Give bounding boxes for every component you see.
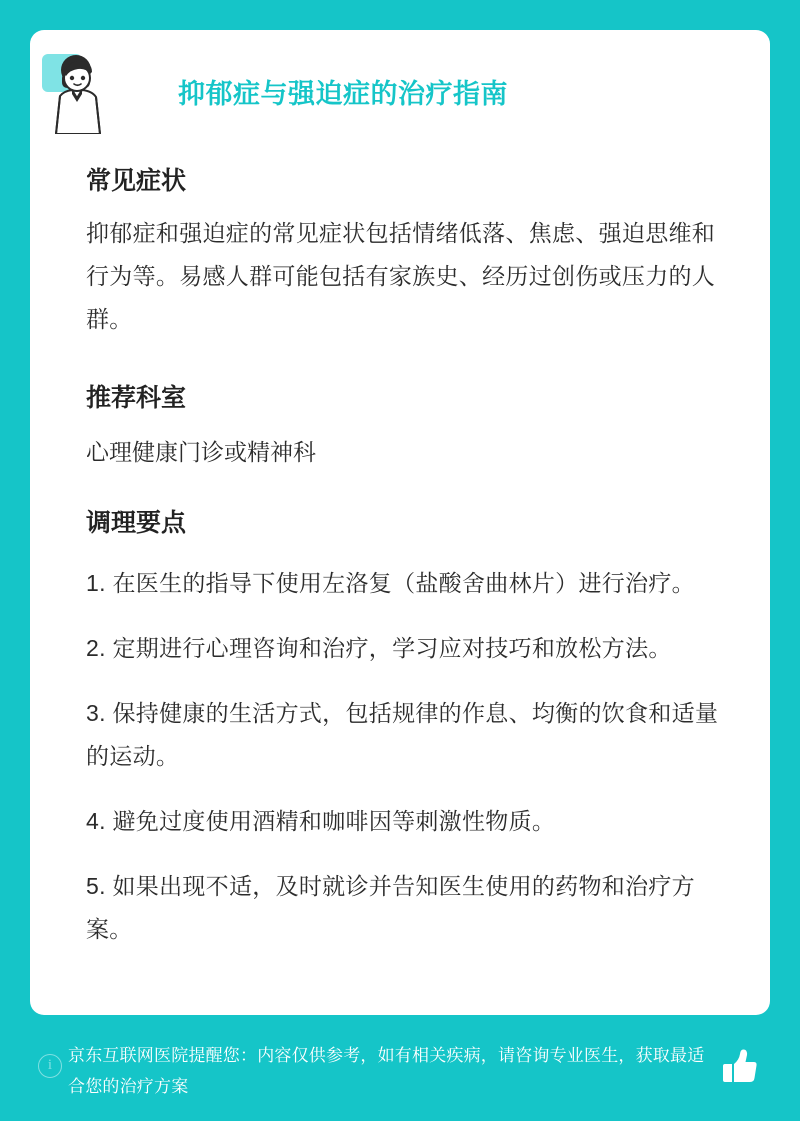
footer bbox=[30, 1030, 770, 1100]
section-heading-department: 推荐科室 bbox=[86, 384, 187, 412]
list-item: 1. 在医生的指导下使用左洛复（盐酸舍曲林片）进行治疗。 bbox=[86, 570, 695, 596]
document-body bbox=[86, 74, 730, 951]
care-points-list bbox=[86, 562, 730, 951]
section-text-department: 心理健康门诊或精神科 bbox=[86, 439, 316, 465]
section-heading-care-points: 调理要点 bbox=[86, 509, 187, 537]
list-item: 3. 保持健康的生活方式，包括规律的作息、均衡的饮食和适量的运动。 bbox=[86, 700, 719, 769]
list-item: 2. 定期进行心理咨询和治疗，学习应对技巧和放松方法。 bbox=[86, 635, 672, 661]
info-icon: i bbox=[38, 1054, 62, 1078]
page-title: 抑郁症与强迫症的治疗指南 bbox=[178, 79, 508, 109]
list-item: 4. 避免过度使用酒精和咖啡因等刺激性物质。 bbox=[86, 808, 556, 834]
content-card bbox=[30, 30, 770, 1015]
disclaimer-text: 京东互联网医院提醒您：内容仅供参考，如有相关疾病，请咨询专业医生，获取最适合您的治疗方案 bbox=[68, 1046, 705, 1096]
list-item: 5. 如果出现不适，及时就诊并告知医生使用的药物和治疗方案。 bbox=[86, 873, 695, 942]
section-text-symptoms: 抑郁症和强迫症的常见症状包括情绪低落、焦虑、强迫思维和行为等。易感人群可能包括有家族史、经历过创伤或压力的人群。 bbox=[86, 220, 716, 332]
section-heading-symptoms: 常见症状 bbox=[86, 167, 187, 195]
thumbs-up-icon[interactable] bbox=[722, 1048, 758, 1086]
